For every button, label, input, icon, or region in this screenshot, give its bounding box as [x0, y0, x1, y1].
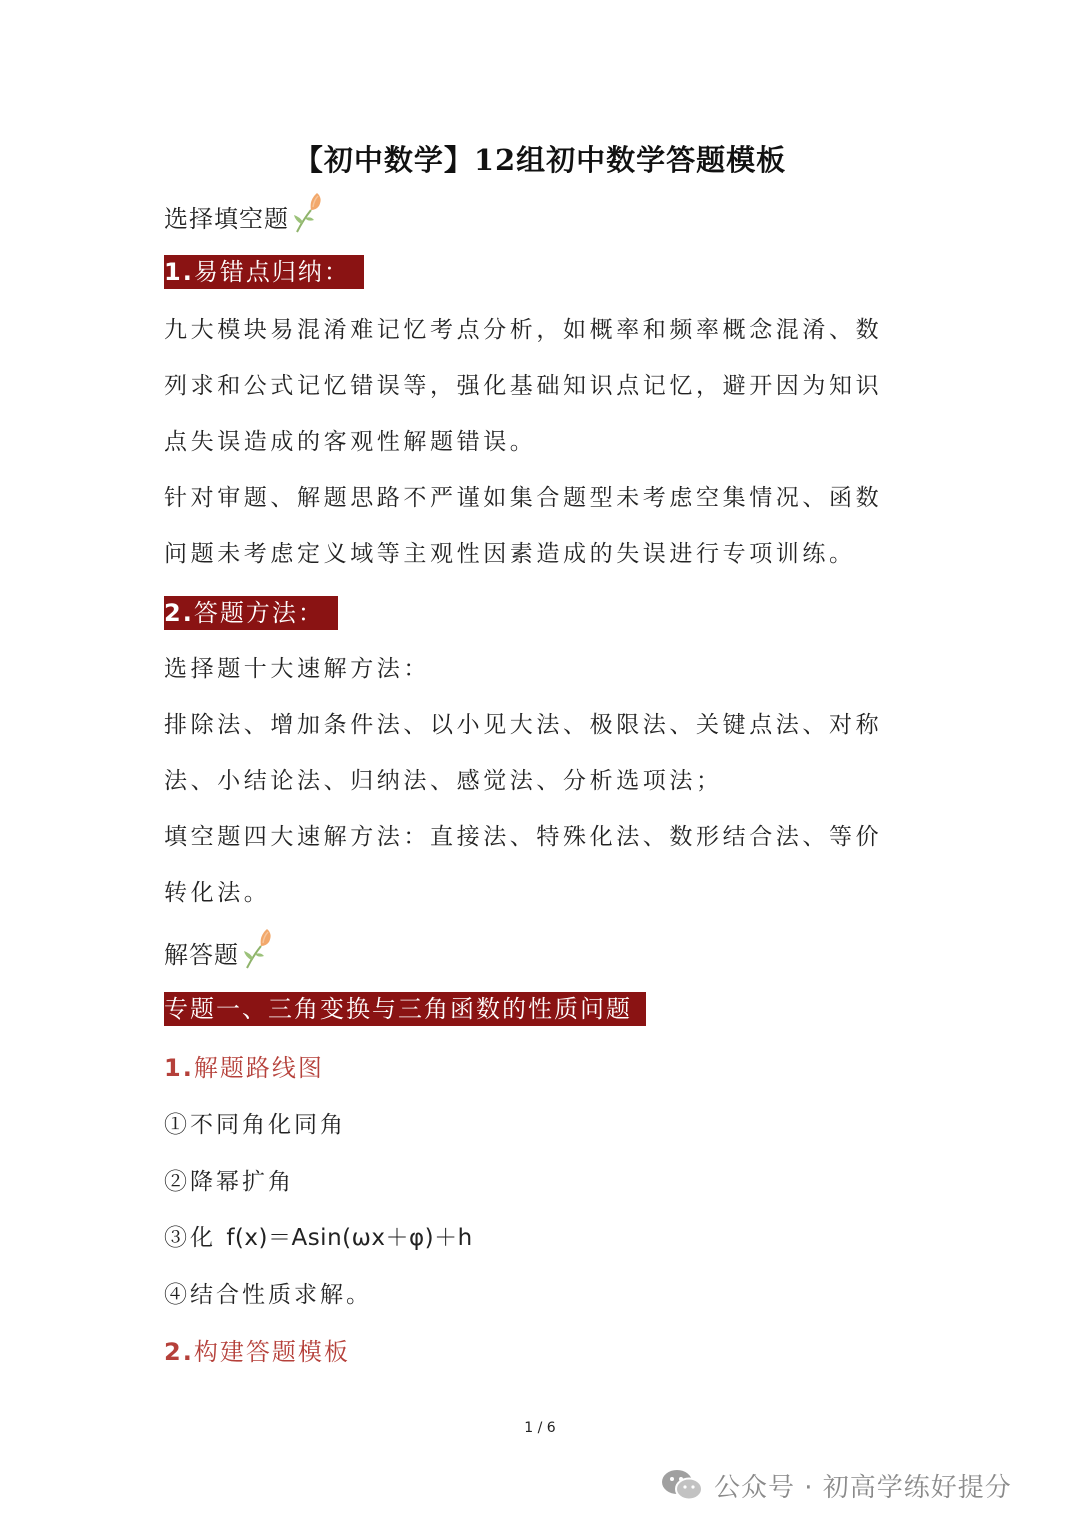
step-marker: ① — [164, 1112, 190, 1138]
text-line: 九大模块易混淆难记忆考点分析，如概率和频率概念混淆、数 — [164, 317, 883, 343]
step-marker: ② — [164, 1169, 190, 1195]
page-title: 【初中数学】12组初中数学答题模板 — [293, 143, 787, 177]
wechat-icon — [660, 1467, 704, 1503]
text-line: 转化法。 — [164, 880, 271, 906]
section-label-text: 选择填空题 — [164, 205, 289, 233]
step-formula: f(x)＝Asin(ωx＋φ)＋h — [226, 1225, 473, 1251]
paragraph-block-1 — [164, 302, 924, 582]
sub-heading-number: 2. — [164, 1338, 194, 1366]
heading-number: 1. — [164, 258, 194, 286]
watermark-text: 公众号 · 初高学练好提分 — [714, 1472, 1012, 1503]
step-text: 化 — [190, 1225, 227, 1251]
highlight-heading — [164, 596, 338, 630]
topic-heading — [164, 992, 924, 1026]
sub-heading-template — [164, 1332, 924, 1367]
step-item — [164, 1276, 924, 1309]
highlight-heading: 专题一、三角变换与三角函数的性质问题 — [164, 992, 646, 1026]
step-text: 降幂扩角 — [190, 1169, 294, 1195]
sub-heading-route — [164, 1048, 924, 1083]
text-line: 问题未考虑定义域等主观性因素造成的失误进行专项训练。 — [164, 541, 856, 567]
red-sub-heading — [164, 1338, 350, 1366]
step-item — [164, 1106, 924, 1139]
highlight-heading — [164, 255, 364, 289]
flower-icon — [241, 926, 277, 970]
text-line: 针对审题、解题思路不严谨如集合题型未考虑空集情况、函数 — [164, 485, 883, 511]
heading-methods — [164, 596, 924, 630]
sub-heading-number: 1. — [164, 1054, 194, 1082]
text-line: 选择题十大速解方法： — [164, 656, 430, 682]
section-label-text: 解答题 — [164, 941, 239, 969]
step-marker: ③ — [164, 1225, 190, 1251]
section-answer — [164, 926, 924, 970]
flower-icon — [291, 190, 327, 234]
step-text: 结合性质求解。 — [190, 1282, 372, 1308]
watermark — [660, 1462, 1012, 1508]
heading-error-points — [164, 255, 924, 289]
heading-text: 易错点归纳： — [193, 258, 350, 286]
section-label — [164, 926, 277, 970]
section-choice-fill — [164, 190, 924, 234]
sub-heading-text: 解题路线图 — [193, 1054, 324, 1082]
red-sub-heading — [164, 1054, 324, 1082]
page-number: 1 / 6 — [524, 1420, 556, 1436]
paragraph-block-2 — [164, 641, 924, 921]
step-item — [164, 1163, 924, 1196]
sub-heading-text: 构建答题模板 — [193, 1338, 350, 1366]
text-line: 法、小结论法、归纳法、感觉法、分析选项法； — [164, 768, 723, 794]
step-text: 不同角化同角 — [190, 1112, 346, 1138]
heading-text: 答题方法： — [193, 599, 324, 627]
text-line: 填空题四大速解方法：直接法、特殊化法、数形结合法、等价 — [164, 824, 883, 850]
text-line: 点失误造成的客观性解题错误。 — [164, 429, 537, 455]
text-line: 排除法、增加条件法、以小见大法、极限法、关键点法、对称 — [164, 712, 883, 738]
heading-number: 2. — [164, 599, 194, 627]
step-item — [164, 1219, 924, 1252]
step-marker: ④ — [164, 1282, 190, 1308]
text-line: 列求和公式记忆错误等，强化基础知识点记忆，避开因为知识 — [164, 373, 883, 399]
section-label — [164, 190, 327, 234]
